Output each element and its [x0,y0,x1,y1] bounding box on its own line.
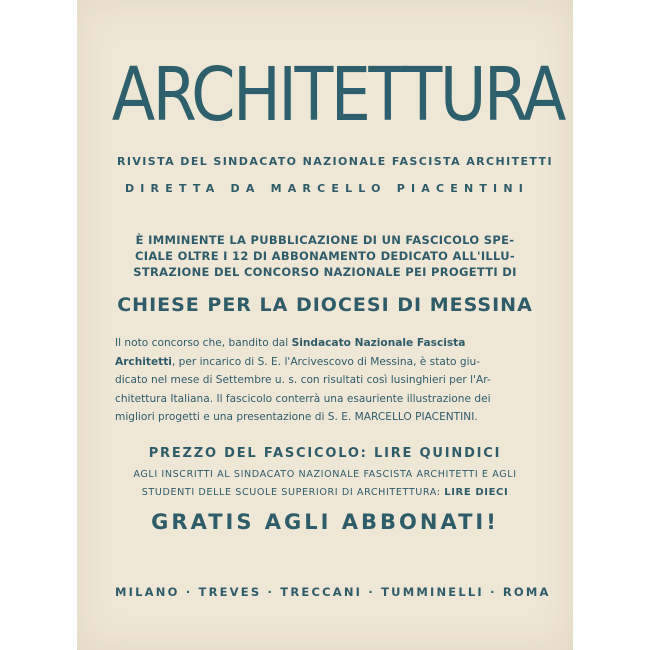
body-line [115,334,535,353]
member-price-block [115,466,535,502]
announcement-line: CIALE OLTRE I 12 DI ABBONAMENTO DEDICATO ALL'ILLU- [135,249,515,263]
magazine-page [77,0,573,650]
body-line: dicato nel mese di Settembre u. s. con risultati così lusinghieri per l'Ar- [115,374,491,386]
price-line: PREZZO DEL FASCICOLO: LIRE QUINDICI [148,446,502,461]
body-bold-text: Architetti [115,355,172,368]
member-price-text: STUDENTI DELLE SCUOLE SUPERIORI DI ARCHITETTURA: [141,487,445,498]
body-text: , per incarico di S. E. l'Arcivescovo di Messina, è stato giu- [171,355,481,368]
member-price-line [115,484,535,502]
announcement-headline: CHIESE PER LA DIOCESI DI MESSINA [117,294,533,316]
publishers-footer: MILANO · TREVES · TRECCANI · TUMMINELLI · ROMA [115,585,551,599]
body-line [115,353,535,372]
free-subscribers-line: GRATIS AGLI ABBONATI! [151,510,499,534]
announcement-block [115,232,535,280]
magazine-title: ARCHITETTURA [111,52,564,138]
member-price-line: AGLI INSCRITTI AL SINDACATO NAZIONALE FASCISTA ARCHITETTI E AGLI [133,469,517,480]
announcement-line: STRAZIONE DEL CONCORSO NAZIONALE PEI PROGETTI DI [133,265,517,279]
announcement-line: È IMMINENTE LA PUBBLICAZIONE DI UN FASCICOLO SPE- [135,233,515,247]
magazine-subtitle: RIVISTA DEL SINDACATO NAZIONALE FASCISTA ARCHITETTI [117,155,553,168]
body-line: migliori progetti e una presentazione di S. E. MARCELLO PIACENTINI. [115,411,478,423]
editor-line: DIRETTA DA MARCELLO PIACENTINI [124,182,530,195]
body-text: Il noto concorso che, bandito dal [115,337,292,349]
member-price-value: LIRE DIECI [444,487,509,498]
body-bold-text: Sindacato Nazionale Fascista [291,337,466,349]
body-line: chitettura Italiana. Il fascicolo conterrà una esauriente illustrazione dei [115,392,491,405]
body-paragraph [115,334,535,427]
